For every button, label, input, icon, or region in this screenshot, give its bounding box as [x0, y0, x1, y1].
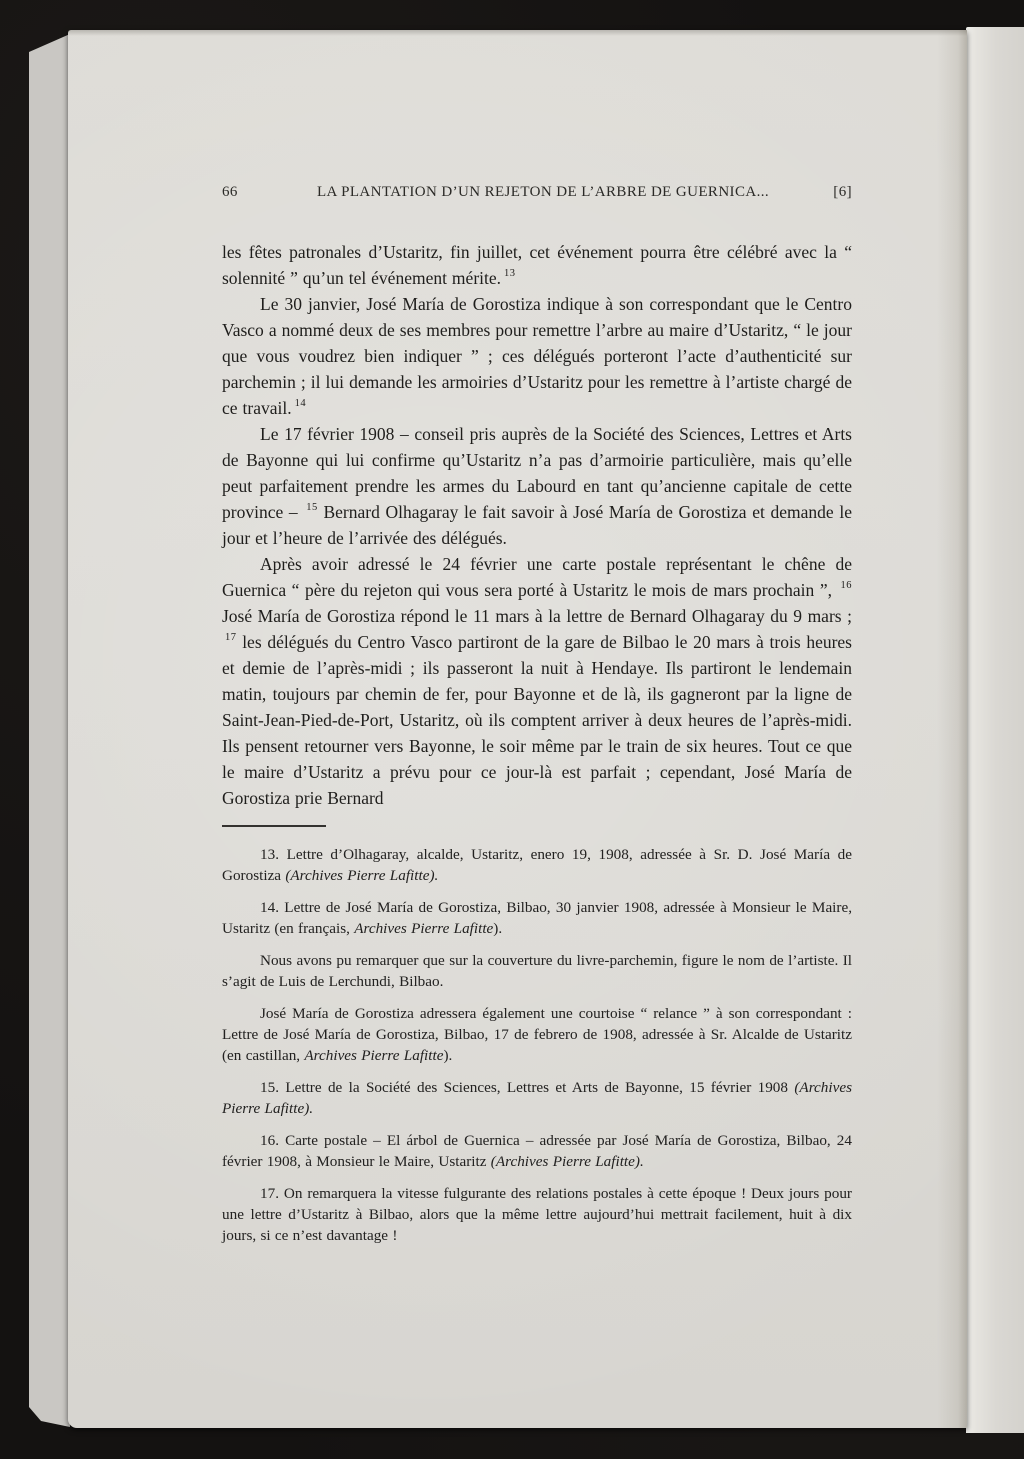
body-paragraph [222, 291, 852, 421]
page-header [222, 182, 852, 202]
footnote-marker: 15 [306, 502, 318, 514]
footnote [222, 844, 852, 886]
body-paragraph [222, 239, 852, 291]
footnotes-section [222, 844, 852, 1246]
text-run: José María de Gorostiza répond le 11 mars à la lettre de Bernard Olhagaray du 9 mars ; [222, 606, 852, 626]
body-paragraph [222, 421, 852, 551]
text-run: (Archives Pierre Lafitte). [490, 1153, 644, 1170]
text-run: (Archives Pierre Lafitte). [222, 1079, 852, 1117]
text-run: Le 30 janvier, José María de Gorostiza indique à son correspondant que le Centro Vasco a nommé deux de ses membres pour remettre l’arbre au maire d’Ustaritz, “ le jour que vous voudrez bien indiquer ” ; ces délégués porteront l’acte d’authenticité sur parchemin ; il lui demande les armoiries d’Ustaritz pour les remettre à l’artiste chargé de ce travail. [222, 294, 852, 418]
footnote-marker: 17 [225, 632, 237, 644]
footnote-marker: 16 [840, 580, 852, 592]
footnote [222, 950, 852, 992]
facing-page-edge [966, 27, 1024, 1433]
text-run: ). [443, 1047, 453, 1064]
text-run: 17. On remarquera la vitesse fulgurante des relations postales à cette époque ! Deux jours pour une lettre d’Ustaritz à Bilbao, alors que la même lettre aujourd’hui mettrait facilement, huit à dix jours, si ce n’est davantage ! [222, 1185, 852, 1244]
body-text [222, 239, 852, 811]
footnote [222, 1130, 852, 1172]
text-run: les délégués du Centro Vasco partiront de la gare de Bilbao le 20 mars à trois heures et demie de l’après-midi ; ils passeront la nuit à Hendaye. Ils partiront le lendemain matin, toujours par chemin de fer, pour Bayonne et de là, ils gagneront par la ligne de Saint-Jean-Pied-de-Port, Ustaritz, où ils comptent arriver à deux heures de l’après-midi. Ils pensent retourner vers Bayonne, le soir même par le train de six heures. Tout ce que le maire d’Ustaritz a prévu pour ce jour-là est parfait ; cependant, José María de Gorostiza prie Bernard [222, 632, 852, 808]
text-run: Archives Pierre Lafitte [354, 920, 494, 937]
text-run: Le 17 février 1908 – conseil pris auprès de la Société des Sciences, Lettres et Arts de Bayonne qui lui confirme qu’Ustaritz n’a pas d’armoirie particulière, mais qu’elle peut parfaitement prendre les armes du Labourd en tant qu’ancienne capitale de cette province – [222, 424, 852, 522]
text-run: ). [493, 920, 503, 937]
footnote-marker: 13 [504, 268, 516, 280]
book-page [68, 30, 967, 1428]
text-run: 13. Lettre d’Olhagaray, alcalde, Ustaritz, enero 19, 1908, adressée à Sr. D. José María de Gorostiza [222, 846, 852, 884]
footnote [222, 1003, 852, 1066]
footnote-separator [222, 825, 326, 827]
text-run: Archives Pierre Lafitte [304, 1047, 444, 1064]
footnote-marker: 14 [294, 398, 307, 410]
text-run: les fêtes patronales d’Ustaritz, fin juillet, cet événement pourra être célébré avec la “ solennité ” qu’un tel événement mérite. [222, 242, 852, 288]
page-edge-stack [29, 34, 70, 1427]
page-number: 66 [222, 184, 238, 200]
text-run: Après avoir adressé le 24 février une carte postale représentant le chêne de Guernica “ père du rejeton qui vous sera porté à Ustaritz le mois de mars prochain ”, [222, 554, 852, 600]
text-run: 14. Lettre de José María de Gorostiza, Bilbao, 30 janvier 1908, adressée à Monsieur le Maire, Ustaritz (en français, [222, 899, 852, 937]
text-run: José María de Gorostiza adressera également une courtoise “ relance ” à son correspondant : Lettre de José María de Gorostiza, Bilbao, 17 de febrero de 1908, adressée à Sr. Alcalde de Ustaritz (en castillan, [222, 1005, 852, 1064]
folio-number: [6] [833, 184, 852, 200]
footnote [222, 1183, 852, 1246]
footnote [222, 1077, 852, 1119]
text-run: 15. Lettre de la Société des Sciences, Lettres et Arts de Bayonne, 15 février 1908 [260, 1079, 795, 1096]
running-title: LA PLANTATION D’UN REJETON DE L’ARBRE DE GUERNICA... [316, 184, 770, 200]
body-paragraph [222, 551, 852, 811]
printed-area [222, 182, 852, 1257]
text-run: Bernard Olhagaray le fait savoir à José María de Gorostiza et demande le jour et l’heure de l’arrivée des délégués. [222, 502, 852, 548]
text-run: Nous avons pu remarquer que sur la couverture du livre-parchemin, figure le nom de l’artiste. Il s’agit de Luis de Lerchundi, Bilbao. [222, 952, 852, 990]
text-run: (Archives Pierre Lafitte). [285, 867, 439, 884]
text-run: 16. Carte postale – El árbol de Guernica – adressée par José María de Gorostiza, Bilbao, 24 février 1908, à Monsieur le Maire, Ustaritz [222, 1132, 852, 1170]
footnote [222, 897, 852, 939]
